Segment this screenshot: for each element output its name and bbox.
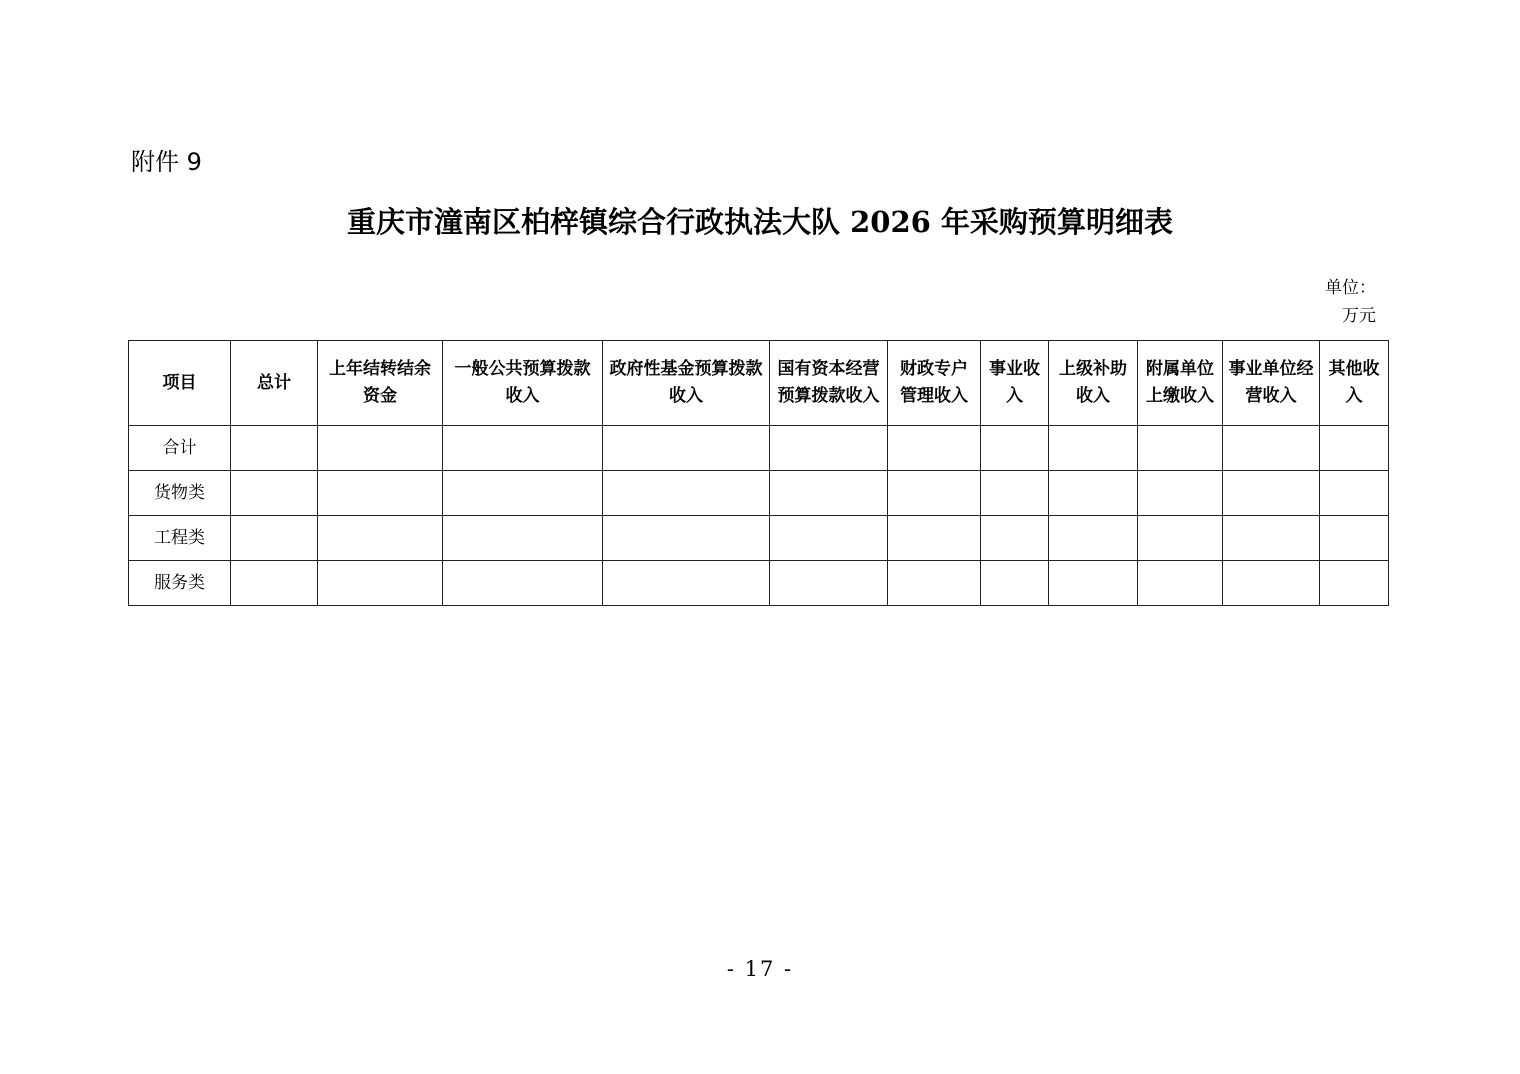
table-cell (1320, 426, 1389, 471)
table-cell (1223, 426, 1320, 471)
table-cell (1320, 471, 1389, 516)
table-cell (1320, 561, 1389, 606)
header-business-income: 事业收入 (981, 341, 1049, 426)
table-cell (981, 471, 1049, 516)
table-cell (981, 516, 1049, 561)
attachment-label: 附件 9 (131, 148, 202, 176)
table-cell (1049, 561, 1138, 606)
row-label: 工程类 (129, 516, 231, 561)
unit-label-line1: 单位： (1325, 278, 1376, 298)
table-cell (1049, 516, 1138, 561)
row-label: 合计 (129, 426, 231, 471)
table-cell (603, 561, 770, 606)
table-cell (231, 426, 318, 471)
table-cell (318, 561, 443, 606)
table-row (129, 516, 1389, 561)
table-cell (231, 516, 318, 561)
header-item: 项目 (129, 341, 231, 426)
table-cell (603, 471, 770, 516)
table-cell (443, 471, 603, 516)
table-cell (231, 561, 318, 606)
header-other-income: 其他收入 (1320, 341, 1389, 426)
page-title: 重庆市潼南区柏梓镇综合行政执法大队 2026 年采购预算明细表 (347, 205, 1173, 239)
table-cell (443, 516, 603, 561)
header-higher-subsidy: 上级补助收入 (1049, 341, 1138, 426)
header-operating-income: 事业单位经营收入 (1223, 341, 1320, 426)
table-cell (1138, 561, 1223, 606)
table-cell (1049, 471, 1138, 516)
table-cell (770, 561, 888, 606)
table-cell (1320, 516, 1389, 561)
table-cell (443, 561, 603, 606)
table-cell (318, 516, 443, 561)
table-cell (1223, 561, 1320, 606)
table-cell (603, 516, 770, 561)
table-cell (1138, 516, 1223, 561)
table-cell (770, 516, 888, 561)
row-label: 货物类 (129, 471, 231, 516)
table-cell (981, 561, 1049, 606)
header-general-budget: 一般公共预算拨款收入 (443, 341, 603, 426)
unit-label-line2: 万元 (1342, 306, 1376, 326)
table-cell (888, 516, 981, 561)
table-cell (770, 471, 888, 516)
table-cell (888, 561, 981, 606)
table-cell (443, 426, 603, 471)
procurement-budget-table (128, 340, 1389, 606)
table-cell (888, 471, 981, 516)
table-cell (603, 426, 770, 471)
table-cell (1138, 471, 1223, 516)
table-cell (1138, 426, 1223, 471)
table-cell (1223, 516, 1320, 561)
table-cell (770, 426, 888, 471)
table-row (129, 426, 1389, 471)
unit-label (1300, 274, 1376, 330)
table-cell (1223, 471, 1320, 516)
table-row (129, 561, 1389, 606)
header-carryover-funds: 上年结转结余资金 (318, 341, 443, 426)
row-label: 服务类 (129, 561, 231, 606)
header-affiliated-units: 附属单位上缴收入 (1138, 341, 1223, 426)
header-government-fund-budget: 政府性基金预算拨款收入 (603, 341, 770, 426)
table-cell (231, 471, 318, 516)
table-row (129, 471, 1389, 516)
page-number: - 17 - (726, 957, 794, 981)
table-cell (981, 426, 1049, 471)
table-cell (888, 426, 981, 471)
table-cell (1049, 426, 1138, 471)
header-special-account: 财政专户管理收入 (888, 341, 981, 426)
header-total: 总计 (231, 341, 318, 426)
header-state-capital-budget: 国有资本经营预算拨款收入 (770, 341, 888, 426)
table-cell (318, 471, 443, 516)
table-cell (318, 426, 443, 471)
table-header-row (129, 341, 1389, 426)
